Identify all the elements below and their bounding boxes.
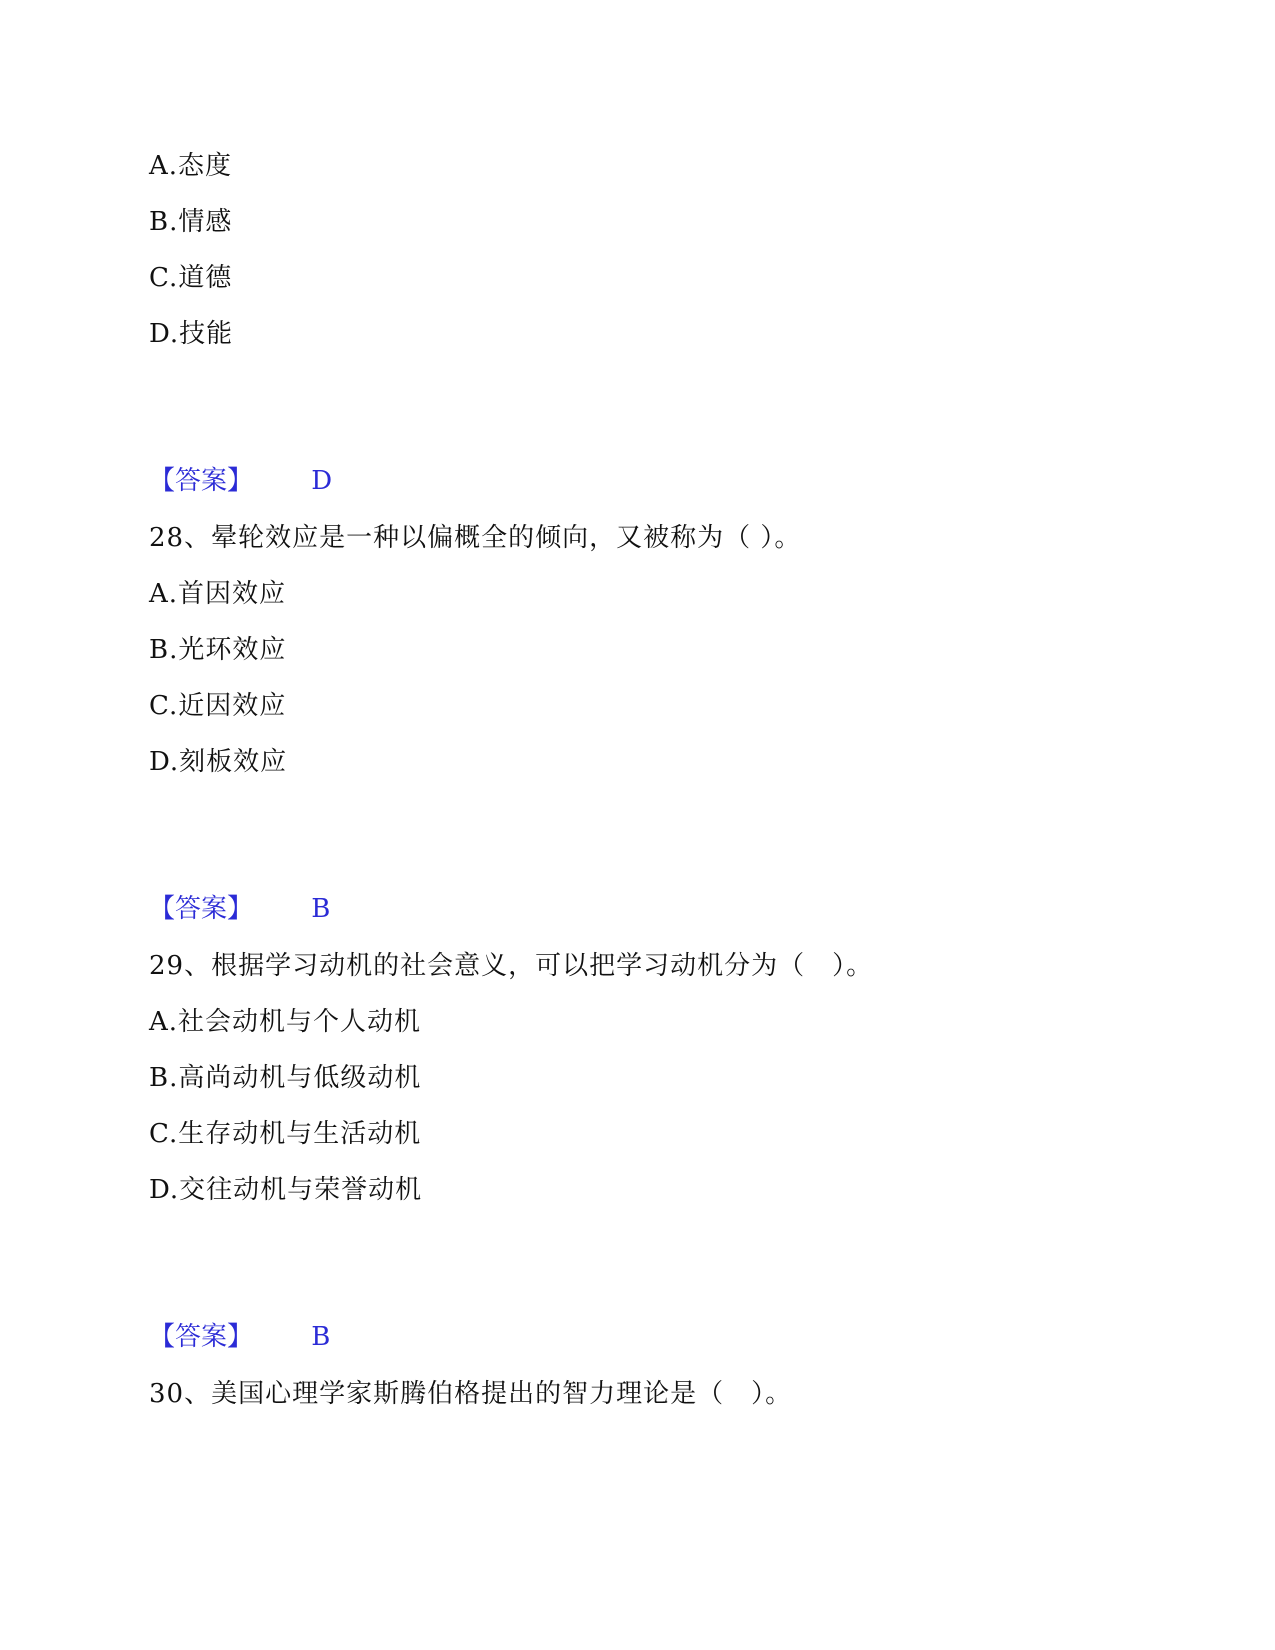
question-text: 29、根据学习动机的社会意义，可以把学习动机分为（ ）。 (149, 951, 874, 981)
option-c: C.近因效应 (149, 691, 287, 721)
option-a: A.社会动机与个人动机 (149, 1007, 422, 1037)
option-b: B.情感 (149, 207, 233, 237)
option-b: B.高尚动机与低级动机 (149, 1063, 422, 1093)
answer-row (149, 465, 332, 497)
option-a: A.态度 (149, 151, 233, 181)
question-text: 28、晕轮效应是一种以偏概全的倾向，又被称为（ ）。 (149, 523, 802, 553)
option-c: C.道德 (149, 263, 233, 293)
question-text: 30、美国心理学家斯腾伯格提出的智力理论是（ ）。 (149, 1379, 793, 1409)
answer-value: B (311, 1322, 331, 1352)
answer-row (149, 893, 330, 925)
answer-value: B (311, 894, 331, 924)
answer-value: D (311, 466, 333, 496)
option-d: D.技能 (149, 319, 234, 349)
answer-label: 【答案】 (149, 466, 254, 496)
option-b: B.光环效应 (149, 635, 287, 665)
option-c: C.生存动机与生活动机 (149, 1119, 422, 1149)
option-d: D.交往动机与荣誉动机 (149, 1175, 423, 1205)
option-a: A.首因效应 (149, 579, 287, 609)
answer-row (149, 1321, 330, 1353)
answer-label: 【答案】 (149, 894, 254, 924)
option-d: D.刻板效应 (149, 747, 288, 777)
answer-label: 【答案】 (149, 1322, 254, 1352)
